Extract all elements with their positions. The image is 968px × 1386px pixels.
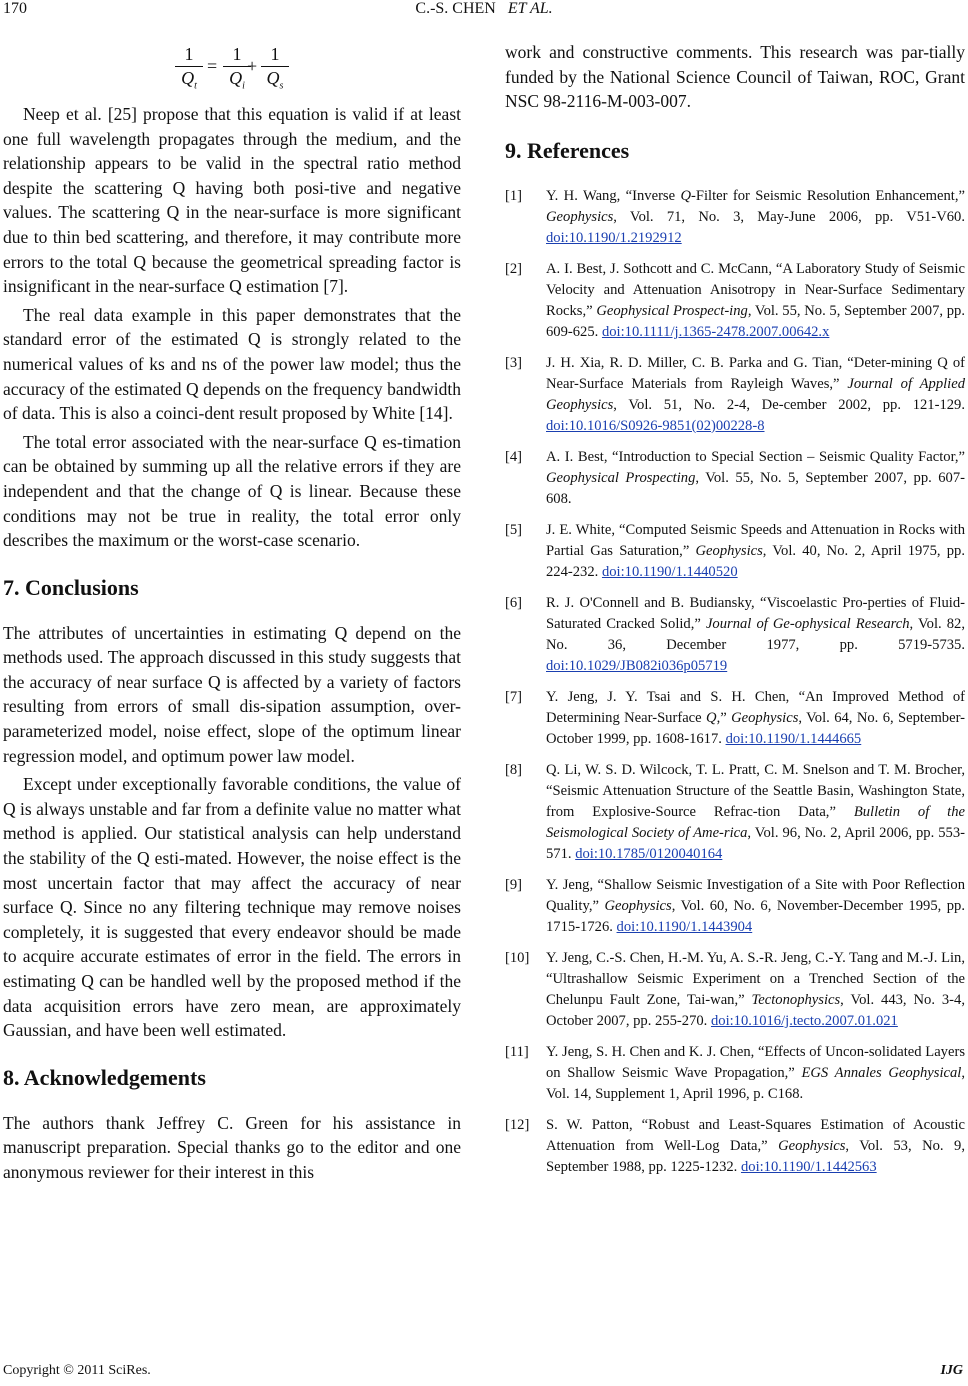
right-column bbox=[505, 40, 965, 1188]
paragraph-acknowledgements: The authors thank Jeffrey C. Green for his assistance in manuscript preparation. Special thanks go to the editor and one anonymous reviewer for their interest in this bbox=[3, 1112, 461, 1182]
doi-link[interactable]: doi:10.1190/1.1442563 bbox=[740, 1158, 877, 1175]
plus-sign: + bbox=[247, 56, 258, 76]
paragraph-except: Except under exceptionally favorable conditions, the value of Q is always unstable and far from a definite value no matter what method is applied. Our statistical analysis can help understand the stability of the Q esti-mated. However, the noise effect is the most uncertain factor that may affect the accuracy of near surface Q. Since no any filtering technique may remove noises completely, it is suggested that every endeavor should be made to acquire accurate estimates of error in the field. The errors in estimating Q can be handled well by the proposed method if the data acquisition errors have zero mean, are approximately Gaussian, and have been well estimated. bbox=[3, 774, 461, 1041]
doi-link[interactable]: doi:10.1190/1.1440520 bbox=[601, 563, 738, 580]
reference-item: [1] Y. H. Wang, “Inverse Q-Filter for Seismic Resolution Enhancement,” Geophysics, Vol. 71, No. 3, May-June 2006, pp. V51-V60. doi:10.1190/1.2192912 bbox=[505, 187, 965, 246]
doi-link[interactable]: doi:10.1190/1.2192912 bbox=[546, 229, 682, 246]
doi-link[interactable]: doi:10.1785/0120040164 bbox=[575, 845, 723, 862]
fraction-numerator: 1 bbox=[270, 44, 280, 64]
reference-item: [11] Y. Jeng, S. H. Chen and K. J. Chen, “Effects of Uncon-solidated Layers on Shallow Seismic Wave Propagation,” EGS Annales Geophysical, Vol. 14, Supplement 1, April 1996, p. C168. bbox=[505, 1043, 965, 1102]
footer-journal: IJG bbox=[940, 1363, 963, 1378]
running-head bbox=[0, 0, 968, 18]
reference-item: [12] S. W. Patton, “Robust and Least-Squares Estimation of Acoustic Attenuation from Well-Log Data,” Geophysics, Vol. 53, No. 9, September 1988, pp. 1225-1232. doi:10.1190/1.1442563 bbox=[505, 1116, 965, 1175]
reference-item: [2] A. I. Best, J. Sothcott and C. McCann, “A Laboratory Study of Seismic Velocity and Attenuation Anisotropy in Near-Surface Sedimentary Rocks,” Geophysical Prospect-ing, Vol. 55, No. 5, September 2007, pp. 609-625. doi:10.1111/j.1365-2478.2007.00642.x bbox=[505, 260, 965, 340]
reference-item: [6] R. J. O'Connell and B. Budiansky, “Viscoelastic Pro-perties of Fluid-Saturated Cracked Solid,” Journal of Ge-ophysical Research, Vol. 82, No. 36, December 1977, pp. 5719-5735. doi:10.1029/JB082i036p05719 bbox=[505, 594, 966, 674]
fraction-numerator: 1 bbox=[184, 44, 194, 64]
section-heading-conclusions: 7. Conclusions bbox=[3, 574, 139, 600]
paragraph-real-data: The real data example in this paper demonstrates that the standard error of the estimated Q is strongly related to the numerical values of ks and ns of the power law model; thus the accuracy of the estimated Q depends on the frequency bandwidth of data. This is also a coinci-dent result proposed by White [14]. bbox=[3, 304, 461, 424]
doi-link[interactable]: doi:10.1111/j.1365-2478.2007.00642.x bbox=[601, 323, 830, 340]
paragraph-attributes: The attributes of uncertainties in estimating Q depend on the methods used. The approach discussed in this study suggests that the accuracy of near surface Q is affected by a variety of factors resulting from errors of small dis-sipation assumption, over-parameterized model, noise effect, slope of the optimum linear regression model, and optimum power law model. bbox=[3, 622, 461, 766]
reference-item: [9] Y. Jeng, “Shallow Seismic Investigation of a Site with Poor Reflection Quality,” Geophysics, Vol. 60, No. 6, November-December 1995, pp. 1715-1726. doi:10.1190/1.1443904 bbox=[505, 876, 965, 935]
fraction-numerator: 1 bbox=[232, 44, 242, 64]
fraction-denominator: $Q_s$ bbox=[266, 68, 284, 92]
running-head-authors: C.-S. CHEN bbox=[415, 0, 496, 17]
equals-sign: = bbox=[207, 56, 218, 76]
fraction-denominator: $Q_t$ bbox=[181, 68, 197, 92]
reference-item: [3] J. H. Xia, R. D. Miller, C. B. Parka and G. Tian, “Deter-mining Q of Near-Surface Materials from Rayleigh Waves,” Journal of Applied Geophysics, Vol. 51, No. 2-4, De-cember 2002, pp. 121-129. doi:10.1016/S0926-9851(02)00228-8 bbox=[505, 354, 965, 434]
reference-item: [8] Q. Li, W. S. D. Wilcock, T. L. Pratt, C. M. Snelson and T. M. Brocher, “Seismic Attenuation Structure of the Seattle Basin, Washington State, from Explosive-Source Refrac-tion Data,” Bulletin of the Seismological Society of Ame-rica, Vol. 96, No. 2, April 2006, pp. 553-571. doi:10.1785/0120040164 bbox=[505, 761, 966, 862]
reference-item: [10] Y. Jeng, C.-S. Chen, H.-M. Yu, A. S.-R. Jeng, C.-Y. Tang and M.-J. Lin, “Ultrashallow Seismic Experiment on a Trenched Section of the Chelunpu Fault Zone, Tai-wan,” Tectonophysics, Vol. 443, No. 3-4, October 2007, pp. 255-270. doi:10.1016/j.tecto.2007.01.021 bbox=[505, 949, 965, 1029]
paragraph-total-error: The total error associated with the near-surface Q es-timation can be obtained by summing up all the relative errors if they are independent and that the change of Q is linear. Because these conditions may not be true in reality, the total error only describes the maximum or the worst-case scenario. bbox=[3, 431, 461, 551]
doi-link[interactable]: doi:10.1029/JB082i036p05719 bbox=[546, 657, 728, 674]
reference-item: [7] Y. Jeng, J. Y. Tsai and S. H. Chen, “An Improved Method of Determining Near-Surface Q,” Geophysics, Vol. 64, No. 6, September-October 1999, pp. 1608-1617. doi:10.1190/1.1444665 bbox=[505, 688, 965, 747]
doi-link[interactable]: doi:10.1190/1.1443904 bbox=[616, 918, 753, 935]
fraction-scattering bbox=[259, 44, 291, 92]
equation bbox=[3, 40, 461, 102]
footer-copyright: Copyright © 2011 SciRes. bbox=[3, 1363, 151, 1378]
running-head-etal: ET AL. bbox=[507, 0, 553, 17]
doi-link[interactable]: doi:10.1190/1.1444665 bbox=[725, 730, 862, 747]
fraction-total bbox=[173, 44, 205, 92]
paragraph-neep: Neep et al. [25] propose that this equation is valid if at least one full wavelength propagates through the medium, and the relationship appears to be valid in the spectral ratio method despite the scattering Q having both posi-tive and negative values. The scattering Q in the near-surface is more significant due to thin bed scattering, and therefore, it may contribute more errors to the total Q because the geometrical spreading factor is insignificant in the near-surface Q estimation [7]. bbox=[3, 104, 461, 297]
section-heading-references: 9. References bbox=[505, 137, 630, 163]
paragraph-acknowledgements-continued: work and constructive comments. This research was par-tially funded by the National Science Council of Taiwan, ROC, Grant NSC 98-2116-M-003-007. bbox=[505, 42, 965, 112]
reference-item: [4] A. I. Best, “Introduction to Special Section – Seismic Quality Factor,” Geophysical Prospecting, Vol. 55, No. 5, September 2007, pp. 607-608. bbox=[505, 448, 965, 507]
left-column bbox=[3, 40, 461, 1185]
doi-link[interactable]: doi:10.1016/S0926-9851(02)00228-8 bbox=[546, 417, 765, 434]
section-heading-acknowledgements: 8. Acknowledgements bbox=[3, 1064, 206, 1090]
fraction-denominator: $Q_i$ bbox=[229, 68, 245, 92]
reference-list bbox=[505, 186, 965, 1178]
page-number: 170 bbox=[3, 0, 27, 17]
reference-item: [5] J. E. White, “Computed Seismic Speeds and Attenuation in Rocks with Partial Gas Saturation,” Geophysics, Vol. 40, No. 2, April 1975, pp. 224-232. doi:10.1190/1.1440520 bbox=[505, 521, 965, 580]
doi-link[interactable]: doi:10.1016/j.tecto.2007.01.021 bbox=[710, 1012, 898, 1029]
